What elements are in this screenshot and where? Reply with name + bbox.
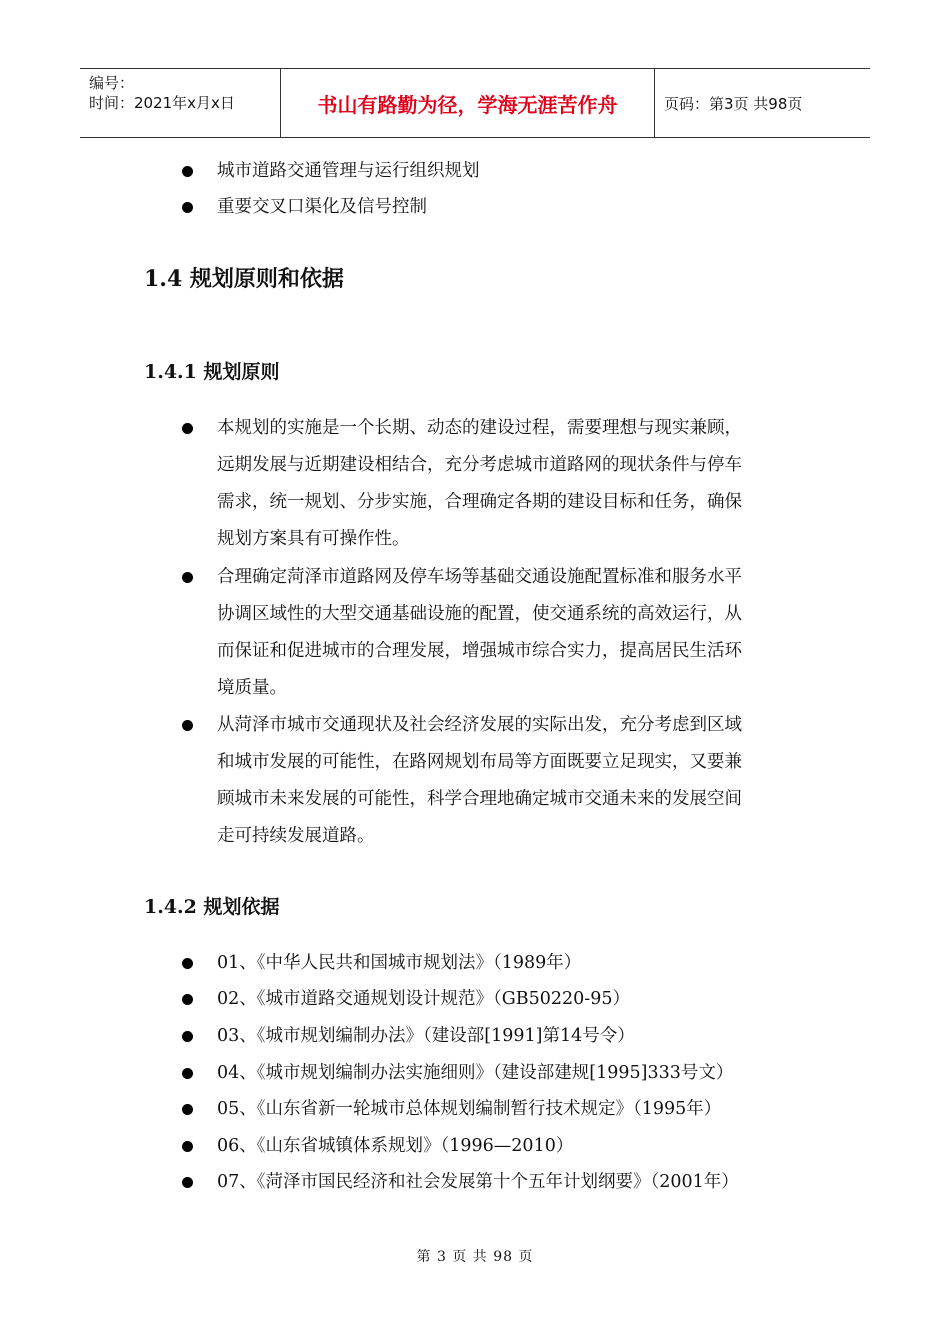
subsection-heading: 1.4.1 规划原则: [144, 361, 280, 383]
list-item-text: 城市道路交通管理与运行组织规划: [217, 161, 480, 181]
subsection-heading: 1.4.2 规划依据: [144, 896, 280, 918]
basis-item: [182, 1059, 733, 1087]
page-header: [80, 68, 870, 138]
principle-text: 合理确定菏泽市道路网及停车场等基础交通设施配置标准和服务水平 协调区域性的大型交通基础设施的配置，使交通系统的高效运行，从 而保证和促进城市的合理发展，增强城市综合实力，提高居民生活环 境质量。: [217, 567, 742, 698]
principle-text: 从菏泽市城市交通现状及社会经济发展的实际出发，充分考虑到区域 和城市发展的可能性，在路网规划布局等方面既要立足现实，又要兼 顾城市未来发展的可能性，科学合理地确定城市交通未来的发展空间 走可持续发展道路。: [217, 715, 742, 846]
header-page-info: 页码：第3页 共98页: [664, 94, 803, 113]
header-meta: [80, 69, 281, 137]
principle-text: 本规划的实施是一个长期、动态的建设过程，需要理想与现实兼顾， 远期发展与近期建设相结合，充分考虑城市道路网的现状条件与停车 需求，统一规划、分步实施，合理确定各期的建设目标和任务，确保 规划方案具有可操作性。: [217, 418, 742, 549]
basis-item: [182, 1132, 573, 1160]
bullet-icon: [182, 423, 193, 434]
bullet-icon: [182, 1031, 193, 1042]
principle-item: [182, 410, 742, 558]
basis-text: 03、《城市规划编制办法》（建设部[1991]第14号令）: [217, 1026, 635, 1046]
header-motto: 书山有路勤为径，学海无涯苦作舟: [281, 69, 655, 137]
bullet-icon: [182, 166, 193, 177]
basis-item: [182, 949, 581, 977]
bullet-icon: [182, 1104, 193, 1115]
bullet-icon: [182, 720, 193, 731]
bullet-icon: [182, 958, 193, 969]
basis-text: 07、《菏泽市国民经济和社会发展第十个五年计划纲要》（2001年）: [217, 1172, 739, 1192]
date-label: 时间：2021年x月x日: [89, 94, 235, 112]
basis-text: 02、《城市道路交通规划设计规范》（GB50220-95）: [217, 989, 630, 1009]
section-heading: 1.4 规划原则和依据: [144, 266, 344, 292]
code-label: 编号：: [89, 74, 135, 92]
basis-text: 06、《山东省城镇体系规划》（1996—2010）: [217, 1136, 574, 1156]
list-item: [182, 157, 480, 185]
bullet-icon: [182, 1141, 193, 1152]
list-item-text: 重要交叉口渠化及信号控制: [217, 197, 427, 217]
basis-item: [182, 1022, 635, 1050]
principle-item: [182, 707, 742, 855]
bullet-icon: [182, 994, 193, 1005]
basis-item: [182, 1168, 739, 1196]
bullet-icon: [182, 572, 193, 583]
basis-item: [182, 985, 630, 1013]
basis-text: 04、《城市规划编制办法实施细则》（建设部建规[1995]333号文）: [217, 1063, 734, 1083]
basis-text: 05、《山东省新一轮城市总体规划编制暂行技术规定》（1995年）: [217, 1099, 722, 1119]
bullet-icon: [182, 1177, 193, 1188]
bullet-icon: [182, 202, 193, 213]
basis-text: 01、《中华人民共和国城市规划法》（1989年）: [217, 953, 582, 973]
principle-item: [182, 559, 742, 707]
list-item: [182, 193, 427, 221]
page-footer: 第 3 页 共 98 页: [416, 1249, 534, 1265]
basis-item: [182, 1095, 721, 1123]
bullet-icon: [182, 1068, 193, 1079]
